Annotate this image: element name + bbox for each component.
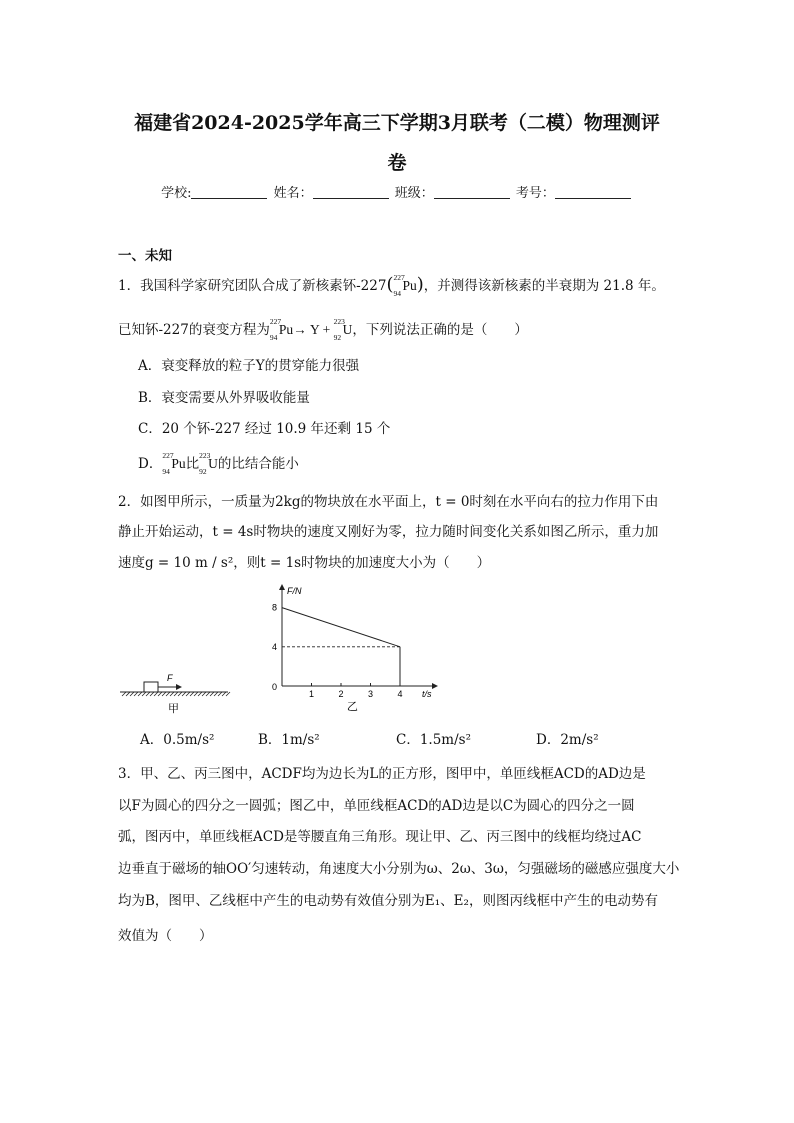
page-title-line1: 福建省2024-2025学年高三下学期3月联考（二模）物理测评 bbox=[134, 112, 660, 134]
fig2-origin-label: 0 bbox=[272, 682, 278, 692]
student-info-row bbox=[0, 182, 794, 201]
fig1-caption: 甲 bbox=[168, 703, 179, 715]
q1-option-b: B．衰变需要从外界吸收能量 bbox=[138, 390, 310, 406]
hatch-line bbox=[222, 692, 226, 696]
q1-option-d: D． 227 94 Pu比 223 92 U的比结合能小 bbox=[138, 451, 299, 476]
y-tick-label: 8 bbox=[272, 602, 278, 613]
fig2-y-axis-label: F/N bbox=[287, 586, 302, 596]
hatch-line bbox=[138, 692, 142, 696]
exam-no-blank bbox=[555, 184, 631, 199]
exam-no-label: 考号： bbox=[515, 186, 555, 201]
hatch-line bbox=[142, 692, 146, 696]
hatch-line bbox=[210, 692, 214, 696]
q3-line6: 效值为（ ） bbox=[118, 928, 213, 944]
x-tick-label: 2 bbox=[338, 689, 344, 699]
hatch-line bbox=[198, 692, 202, 696]
y-tick-label: 4 bbox=[272, 641, 278, 652]
school-blank bbox=[191, 184, 267, 199]
q3-line5: 均为B，图甲、乙线框中产生的电动势有效值分别为E₁、E₂，则图丙线框中产生的电动势有 bbox=[118, 893, 658, 909]
hatch-line bbox=[130, 692, 134, 696]
hatch-line bbox=[166, 692, 170, 696]
hatch-line bbox=[154, 692, 158, 696]
hatch-line bbox=[186, 692, 190, 696]
q1-option-c: C．20 个钚-227 经过 10.9 年还剩 15 个 bbox=[138, 421, 391, 437]
class-blank bbox=[434, 184, 510, 199]
q3-line1: 3．甲、乙、丙三图中，ACDF均为边长为L的正方形，图甲中，单匝线框ACD的AD边是 bbox=[118, 766, 646, 782]
x-tick-label: 4 bbox=[397, 689, 403, 699]
q1-option-a: A．衰变释放的粒子Y的贯穿能力很强 bbox=[138, 358, 360, 374]
x-tick-label: 1 bbox=[309, 689, 315, 699]
hatch-line bbox=[218, 692, 222, 696]
hatch-line bbox=[194, 692, 198, 696]
fig2-y-axis-arrow bbox=[279, 584, 285, 590]
q1-line2: 已知钚-227的衰变方程为 227 94 Pu→ Y + 223 92 U，下列说法正确的是（ ） bbox=[118, 317, 528, 342]
q2-line2: 静止开始运动，t = 4s时物块的速度又刚好为零，拉力随时间变化关系如图乙所示，重力加 bbox=[118, 524, 659, 540]
q2-option-c: C．1.5m/s² bbox=[396, 732, 471, 748]
hatch-line bbox=[182, 692, 186, 696]
name-blank bbox=[313, 184, 389, 199]
q2-option-b: B．1m/s² bbox=[258, 732, 320, 748]
hatch-line bbox=[202, 692, 206, 696]
hatch-line bbox=[178, 692, 182, 696]
q2-figure bbox=[110, 580, 450, 720]
fig2-x-axis-label: t/s bbox=[422, 689, 432, 699]
fig1-arrow-head bbox=[176, 684, 182, 690]
hatch-line bbox=[174, 692, 178, 696]
q2-option-a: A．0.5m/s² bbox=[140, 732, 215, 748]
section-heading: 一、未知 bbox=[118, 248, 172, 264]
fig1-force-label: F bbox=[167, 673, 173, 683]
q2-line1: 2．如图甲所示，一质量为2kg的物块放在水平面上，t = 0时刻在水平向右的拉力作用下由 bbox=[118, 494, 659, 510]
fig1-ground-hatch bbox=[122, 692, 230, 696]
fig1-block bbox=[144, 682, 158, 692]
hatch-line bbox=[158, 692, 162, 696]
q3-line4: 边垂直于磁场的轴OO′匀速转动，角速度大小分别为ω、2ω、3ω，匀强磁场的磁感应强度大小 bbox=[118, 861, 680, 877]
fig1-block-diagram bbox=[120, 673, 230, 715]
fig2-force-line bbox=[282, 608, 400, 647]
hatch-line bbox=[162, 692, 166, 696]
hatch-line bbox=[214, 692, 218, 696]
hatch-line bbox=[146, 692, 150, 696]
school-label: 学校: bbox=[161, 186, 192, 201]
page-title-line2: 卷 bbox=[387, 152, 407, 174]
hatch-line bbox=[134, 692, 138, 696]
name-label: 姓名： bbox=[273, 186, 313, 201]
class-label: 班级： bbox=[394, 186, 434, 201]
hatch-line bbox=[150, 692, 154, 696]
q3-line2: 以F为圆心的四分之一圆弧；图乙中，单匝线框ACD的AD边是以C为圆心的四分之一圆 bbox=[118, 798, 635, 814]
hatch-line bbox=[226, 692, 230, 696]
fig2-caption: 乙 bbox=[346, 701, 358, 713]
fig2-chart bbox=[272, 584, 438, 713]
q2-option-d: D．2m/s² bbox=[536, 732, 599, 748]
hatch-line bbox=[126, 692, 130, 696]
x-tick-label: 3 bbox=[368, 689, 374, 699]
q2-line3: 速度g = 10 m / s²，则t = 1s时物块的加速度大小为（ ） bbox=[118, 555, 491, 571]
hatch-line bbox=[122, 692, 126, 696]
fig2-x-axis-arrow bbox=[432, 683, 438, 689]
hatch-line bbox=[190, 692, 194, 696]
hatch-line bbox=[170, 692, 174, 696]
q3-line3: 弧，图丙中，单匝线框ACD是等腰直角三角形。现让甲、乙、丙三图中的线框均绕过AC bbox=[118, 829, 642, 845]
hatch-line bbox=[206, 692, 210, 696]
q1-line1: 1．我国科学家研究团队合成了新核素钚-227( 227 94 Pu)，并测得该新核素的半衰期为 21.8 年。 bbox=[118, 273, 665, 298]
